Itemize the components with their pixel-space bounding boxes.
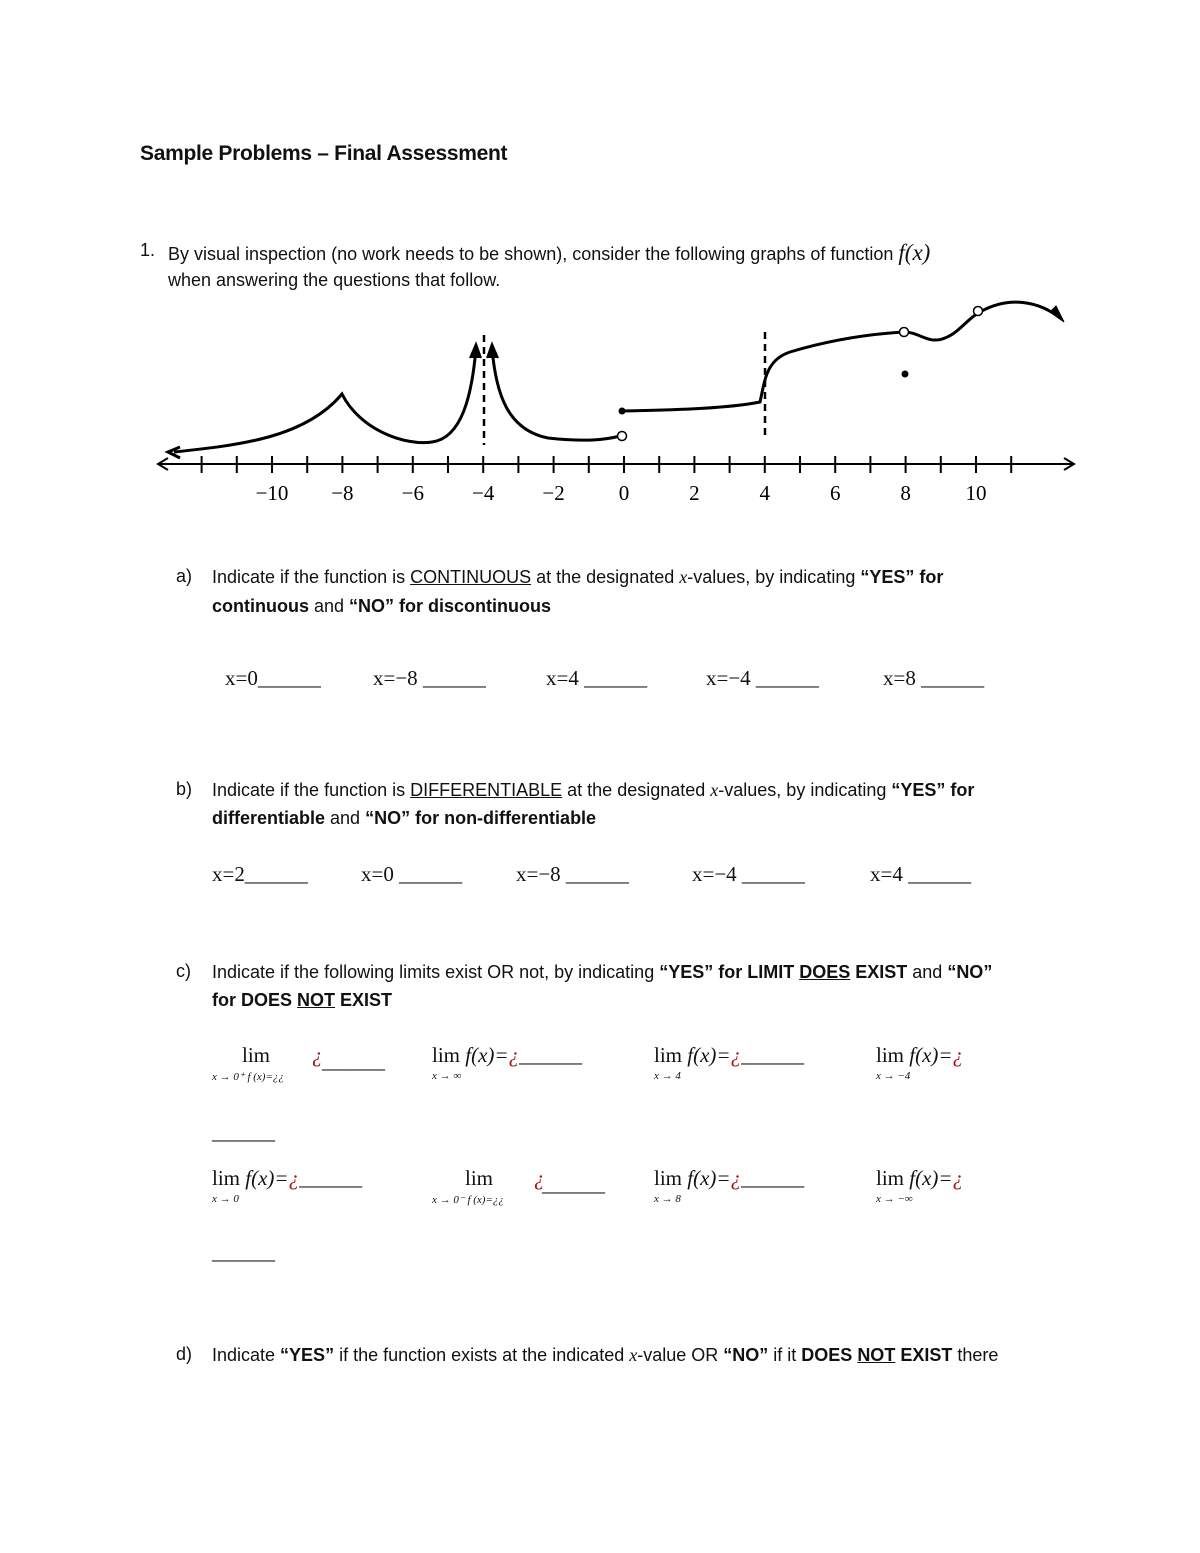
part-d-var: x [629, 1345, 638, 1365]
limit-row1-item4[interactable] [876, 1043, 1076, 1093]
part-b-item-1[interactable]: x=2______ [212, 862, 308, 886]
part-a-item-1[interactable]: x=0______ [225, 666, 321, 690]
limit-placeholder: ¿ [730, 1166, 742, 1190]
part-b-and: and [325, 808, 366, 828]
answer-blank: ______ [741, 1043, 805, 1067]
part-b-item-2[interactable]: x=0 ______ [361, 862, 463, 886]
part-a-keyword: CONTINUOUS [410, 567, 532, 587]
limit-expression: f(x)= [909, 1166, 953, 1190]
part-a-text-1: Indicate if the function is [212, 567, 411, 587]
part-b-item-5[interactable]: x=4 ______ [870, 862, 972, 886]
limit-row2-item2[interactable] [432, 1166, 632, 1216]
limit-row1-item1[interactable] [212, 1043, 412, 1093]
lim-word: lim [242, 1043, 271, 1067]
tick-labels [256, 481, 987, 505]
part-c-line-2 [212, 986, 392, 1014]
part-c-exist-2: EXIST [335, 990, 393, 1010]
open-point-x-10 [974, 307, 983, 316]
tick-label: −2 [542, 481, 565, 505]
question-1-line-2: when answering the questions that follow. [168, 270, 501, 290]
answer-blank: ______ [322, 1049, 385, 1073]
limit-row1-item3[interactable] [654, 1043, 854, 1093]
part-b-text-2: at the designated [562, 780, 711, 800]
limit-expression: f(x)= [687, 1166, 731, 1190]
tick-label: −4 [472, 481, 495, 505]
up-arrow-icon [470, 344, 481, 358]
part-c-line-1 [212, 958, 992, 986]
part-a-item-2[interactable]: x=−8 ______ [373, 666, 486, 690]
part-d-no: “NO” [723, 1345, 769, 1365]
part-b-label: b) [176, 779, 193, 799]
part-d-line-1 [212, 1341, 998, 1369]
tick-label: 4 [759, 481, 771, 505]
lim-word: lim [654, 1166, 683, 1190]
part-d-text-3: -value OR [637, 1345, 724, 1365]
limit-expression: f(x)= [465, 1043, 509, 1067]
limit-placeholder: ¿ [288, 1166, 300, 1190]
limit-placeholder: ¿ [952, 1166, 964, 1190]
function-label: f(x) [898, 240, 931, 265]
limit-subscript: x → 0⁺ f (x)=¿¿ [212, 1071, 284, 1083]
open-point-x-0 [618, 432, 627, 441]
part-b-yes: “YES” for [891, 780, 975, 800]
part-d-yes: “YES” [280, 1345, 335, 1365]
part-a-yes: “YES” for [860, 567, 944, 587]
tick-label: −6 [401, 481, 424, 505]
tick-label: 0 [618, 481, 630, 505]
part-b-no: “NO” for non-differentiable [365, 808, 597, 828]
part-b-line-1 [212, 776, 974, 804]
answer-blank-row1-wrap[interactable]: ______ [212, 1120, 275, 1144]
part-d-text-1: Indicate [212, 1345, 281, 1365]
part-a-item-4[interactable]: x=−4 ______ [706, 666, 819, 690]
part-d-not: NOT [857, 1345, 896, 1365]
limit-subscript: x → 0⁻ f (x)=¿¿ [432, 1194, 504, 1206]
part-a-text-3: -values, by indicating [687, 567, 861, 587]
tick-label: 8 [900, 481, 911, 505]
part-c-does: DOES [799, 962, 851, 982]
limit-subscript: x → 8 [654, 1193, 681, 1205]
part-c-label: c) [176, 961, 191, 981]
limit-subscript: x → −∞ [876, 1193, 913, 1205]
lim-word: lim [432, 1043, 461, 1067]
lim-word: lim [654, 1043, 683, 1067]
answer-blank: ______ [542, 1172, 605, 1196]
limit-expression: f(x)= [909, 1043, 953, 1067]
limit-subscript: x → ∞ [432, 1070, 462, 1082]
closed-point-x-0 [619, 408, 626, 415]
part-b-text-3: -values, by indicating [718, 780, 892, 800]
part-d-text-2: if the function exists at the indicated [334, 1345, 630, 1365]
part-d-does: DOES [801, 1345, 858, 1365]
part-c-not: NOT [297, 990, 336, 1010]
part-a-no: “NO” for discontinuous [349, 596, 552, 616]
limit-placeholder: ¿ [730, 1043, 742, 1067]
answer-blank: ______ [741, 1166, 805, 1190]
part-a-line-1 [212, 563, 943, 591]
limit-expression: f(x)= [245, 1166, 289, 1190]
part-c-no: “NO” [947, 962, 993, 982]
lim-word: lim [212, 1166, 241, 1190]
limit-row2-item3[interactable] [654, 1166, 854, 1216]
up-arrow-icon-2 [487, 344, 498, 358]
limit-placeholder: ¿ [952, 1043, 964, 1067]
curve-right-piece [622, 332, 904, 411]
part-a-label: a) [176, 566, 193, 586]
limit-row1-item2[interactable] [432, 1043, 632, 1093]
limit-placeholder: ¿ [312, 1043, 323, 1067]
part-a-var: x [679, 567, 688, 587]
curve-left-piece [174, 348, 476, 452]
part-d-text-5: there [952, 1345, 999, 1365]
lim-word: lim [876, 1166, 905, 1190]
tick-label: 10 [965, 481, 987, 505]
closed-point-x-8 [902, 371, 909, 378]
part-a-item-5[interactable]: x=8 ______ [883, 666, 985, 690]
question-1-line-1 [168, 240, 930, 266]
part-a-continuous: continuous [212, 596, 309, 616]
part-b-var: x [710, 780, 719, 800]
limit-expression: f(x)= [687, 1043, 731, 1067]
limit-placeholder: ¿ [534, 1166, 545, 1190]
question-1-text: By visual inspection (no work needs to be shown), consider the following graphs of function [168, 244, 894, 264]
limit-row2-item1[interactable] [212, 1166, 412, 1216]
part-b-item-4[interactable]: x=−4 ______ [692, 862, 805, 886]
open-point-x-8 [900, 328, 909, 337]
part-c-text-1: Indicate if the following limits exist OR not, by indicating [212, 962, 660, 982]
question-number: 1. [140, 240, 156, 260]
limit-subscript: x → 0 [212, 1193, 239, 1205]
curve-right-arrow-icon [1050, 306, 1064, 322]
part-c-yes: “YES” for LIMIT [659, 962, 800, 982]
lim-word: lim [876, 1043, 905, 1067]
tick-label: 2 [689, 481, 700, 505]
part-b-item-3[interactable]: x=−8 ______ [516, 862, 629, 886]
limit-subscript: x → −4 [876, 1070, 911, 1082]
page-title: Sample Problems – Final Assessment [140, 142, 508, 165]
limit-row2-item4[interactable] [876, 1166, 1076, 1216]
tick-label: −8 [331, 481, 354, 505]
part-d-label: d) [176, 1344, 193, 1364]
part-d-text-4: if it [768, 1345, 802, 1365]
part-b-keyword: DIFFERENTIABLE [410, 780, 563, 800]
part-c-and: and [907, 962, 948, 982]
part-c-exist: EXIST [850, 962, 908, 982]
curve-middle-piece [492, 348, 620, 440]
limit-subscript: x → 4 [654, 1070, 681, 1082]
answer-blank-row2-wrap[interactable]: ______ [212, 1240, 275, 1264]
part-a-line-2 [212, 592, 551, 620]
answer-blank: ______ [519, 1043, 583, 1067]
tick-label: −10 [255, 481, 289, 505]
part-c-for-does: for DOES [212, 990, 298, 1010]
part-b-differentiable: differentiable [212, 808, 326, 828]
part-a-text-2: at the designated [531, 567, 680, 587]
limit-placeholder: ¿ [508, 1043, 520, 1067]
part-d-exist: EXIST [895, 1345, 953, 1365]
part-b-text-1: Indicate if the function is [212, 780, 411, 800]
tick-label: 6 [829, 481, 841, 505]
lim-word: lim [465, 1166, 494, 1190]
answer-blank: ______ [299, 1166, 363, 1190]
part-a-item-3[interactable]: x=4 ______ [546, 666, 648, 690]
function-graph [0, 290, 1200, 520]
part-b-line-2 [212, 804, 596, 832]
part-a-and: and [309, 596, 350, 616]
